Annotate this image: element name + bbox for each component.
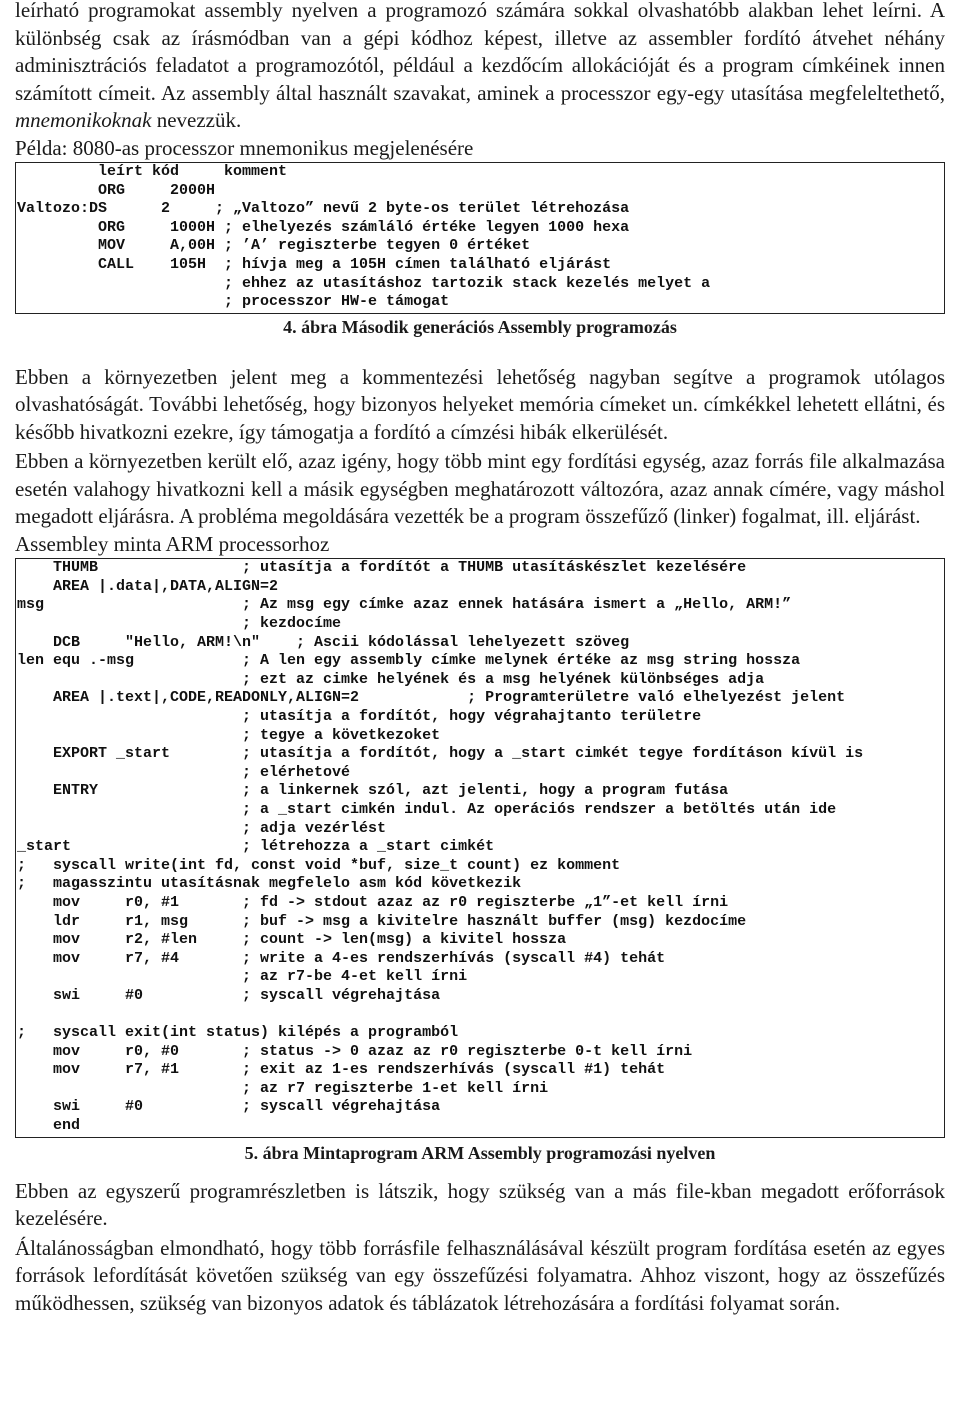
paragraph-resources: Ebben az egyszerű programrészletben is látszik, hogy szükség van a más file-kban megadott erőforrások kezelésére.: [15, 1178, 945, 1231]
code-line: AREA |.text|,CODE,READONLY,ALIGN=2 ; Programterületre való elhelyezést jelent: [17, 689, 846, 707]
code-line: ; kezdocíme: [17, 615, 342, 633]
code-line: len equ .-msg ; A len egy assembly címke melynek értéke az msg string hossza: [17, 652, 801, 670]
code-line: ORG 2000H: [17, 181, 216, 199]
code-line: ; tegye a következoket: [17, 726, 441, 744]
code-line: ; elérhetové: [17, 763, 351, 781]
figure-caption-5: 5. ábra Mintaprogram ARM Assembly programozási nyelven: [244, 1142, 716, 1163]
intro-italic-term: mnemonikoknak: [15, 108, 152, 132]
code-line: ; magasszintu utasításnak megfelelo asm kód következik: [17, 875, 522, 893]
code-line: Valtozo:DS 2 ; „Valtozo” nevű 2 byte-os terület létrehozása: [17, 200, 630, 218]
code-line: mov r0, #0 ; status -> 0 azaz az r0 regiszterbe 0-t kell írni: [17, 1042, 693, 1060]
code-line: ; syscall exit(int status) kilépés a programból: [17, 1024, 459, 1042]
paragraph-comments: Ebben a környezetben jelent meg a kommentezési lehetőség nagyban segítve a programok utólagos olvashatóságát. További lehetőség, hogy bizonyos helyeket memória címeket un. címkékkel lehetett ellátni, és később hivatkozni ezekre, így támogatja a fordító a címzési hibák elkerülését.: [15, 364, 945, 444]
code-line: EXPORT _start ; utasítja a fordítót, hogy a _start cimkét tegye fordításon kívül is: [17, 745, 864, 763]
example-heading: Példa: 8080-as processzor mnemonikus megjelenésére: [15, 135, 474, 160]
code-line: ENTRY ; a linkernek szól, azt jelenti, hogy a program futása: [17, 782, 729, 800]
code-line: end: [17, 1117, 81, 1135]
code-line: swi #0 ; syscall végrehajtása: [17, 1098, 441, 1116]
paragraph-linker: Ebben a környezetben került elő, azaz igény, hogy több mint egy fordítási egység, azaz forrás file alkalmazása esetén valahogy hivatkozni kell a másik egységben meghatározott változóra, azaz annak címére, vagy máshol megadott eljárásra. A probléma megoldására vezették be a program összefűző (linker) fogalmat, ill. eljárást.: [15, 449, 945, 529]
intro-text-end: nevezzük.: [151, 108, 242, 132]
code-line: swi #0 ; syscall végrehajtása: [17, 986, 441, 1004]
code-line: mov r0, #1 ; fd -> stdout azaz az r0 regiszterbe „1”-et kell írni: [17, 893, 729, 911]
code-line: msg ; Az msg egy címke azaz ennek hatására ismert a „Hello, ARM!”: [17, 596, 792, 614]
code-line: ldr r1, msg ; buf -> msg a kivitelre használt buffer (msg) kezdocíme: [17, 912, 747, 930]
code-line: ; ezt az cimke helyének és a msg helyének különbséges adja: [17, 670, 765, 688]
code-line: DCB "Hello, ARM!\n" ; Ascii kódolással lehelyezett szöveg: [17, 633, 630, 651]
code-block-arm: [15, 558, 945, 1137]
code-line: mov r7, #1 ; exit az 1-es rendszerhívás (syscall #1) tehát: [17, 1061, 666, 1079]
code-line: ORG 1000H ; elhelyezés számláló értéke legyen 1000 hexa: [17, 218, 630, 236]
spacer: [15, 338, 945, 360]
intro-paragraph: [15, 0, 945, 135]
code-line: ; az r7 regiszterbe 1-et kell írni: [17, 1079, 549, 1097]
intro-text: leírható programokat assembly nyelven a programozó számára sokkal olvashatóbb alakban lehet leírni. A különbség csak az írásmódban van a gépi kódhoz képest, illetve az assembler fordító átvehet néhány adminisztrációs feladatot a programozótól, például a kezdőcím allokációját és a program címkéinek innen számított címeit. Az assembly által használt szavakat, aminek a processzor egy-egy utasítása megfeleltethető,: [15, 0, 945, 105]
code-line: CALL 105H ; hívja meg a 105H címen található eljárást: [17, 255, 612, 273]
code-line: _start ; létrehozza a _start cimkét: [17, 838, 495, 856]
code-line: mov r7, #4 ; write a 4-es rendszerhívás (syscall #4) tehát: [17, 949, 666, 967]
code-line: ; processzor HW-e támogat: [17, 293, 450, 311]
code-line: ; utasítja a fordítót, hogy végrahajtanto területre: [17, 708, 702, 725]
arm-example-heading: Assembley minta ARM processorhoz: [15, 531, 330, 556]
document-page: [15, 0, 945, 1317]
code-line: THUMB ; utasítja a fordítót a THUMB utasításkészlet kezelésére: [17, 559, 747, 577]
paragraph-summary: Általánosságban elmondható, hogy több forrásfile felhasználásával készült program fordítása esetén az egyes források lefordítását követően szükség van egy összefűzési folyamatra. Ahhoz viszont, hogy az összefűzés működhessen, szükség van bizonyos adatok és táblázatok létrehozására a fordítási folyamat során.: [15, 1235, 945, 1315]
spacer: [15, 1164, 945, 1178]
code-line: ; syscall write(int fd, const void *buf, size_t count) ez komment: [17, 856, 621, 874]
code-line: AREA |.data|,DATA,ALIGN=2: [17, 577, 279, 595]
code-line: ; az r7-be 4-et kell írni: [17, 968, 468, 986]
code-block-8080: [15, 162, 945, 314]
figure-caption-4: 4. ábra Második generációs Assembly programozás: [283, 316, 677, 337]
code-line: leírt kód komment: [17, 163, 288, 180]
code-line: MOV A,00H ; ’A’ regiszterbe tegyen 0 értéket: [17, 237, 531, 255]
code-line: ; adja vezérlést: [17, 819, 387, 837]
code-line: [17, 1006, 944, 1025]
code-line: ; a _start cimkén indul. Az operációs rendszer a betöltés után ide: [17, 800, 837, 818]
code-line: ; ehhez az utasításhoz tartozik stack kezelés melyet a: [17, 274, 711, 292]
code-line: mov r2, #len ; count -> len(msg) a kivitel hossza: [17, 931, 567, 949]
